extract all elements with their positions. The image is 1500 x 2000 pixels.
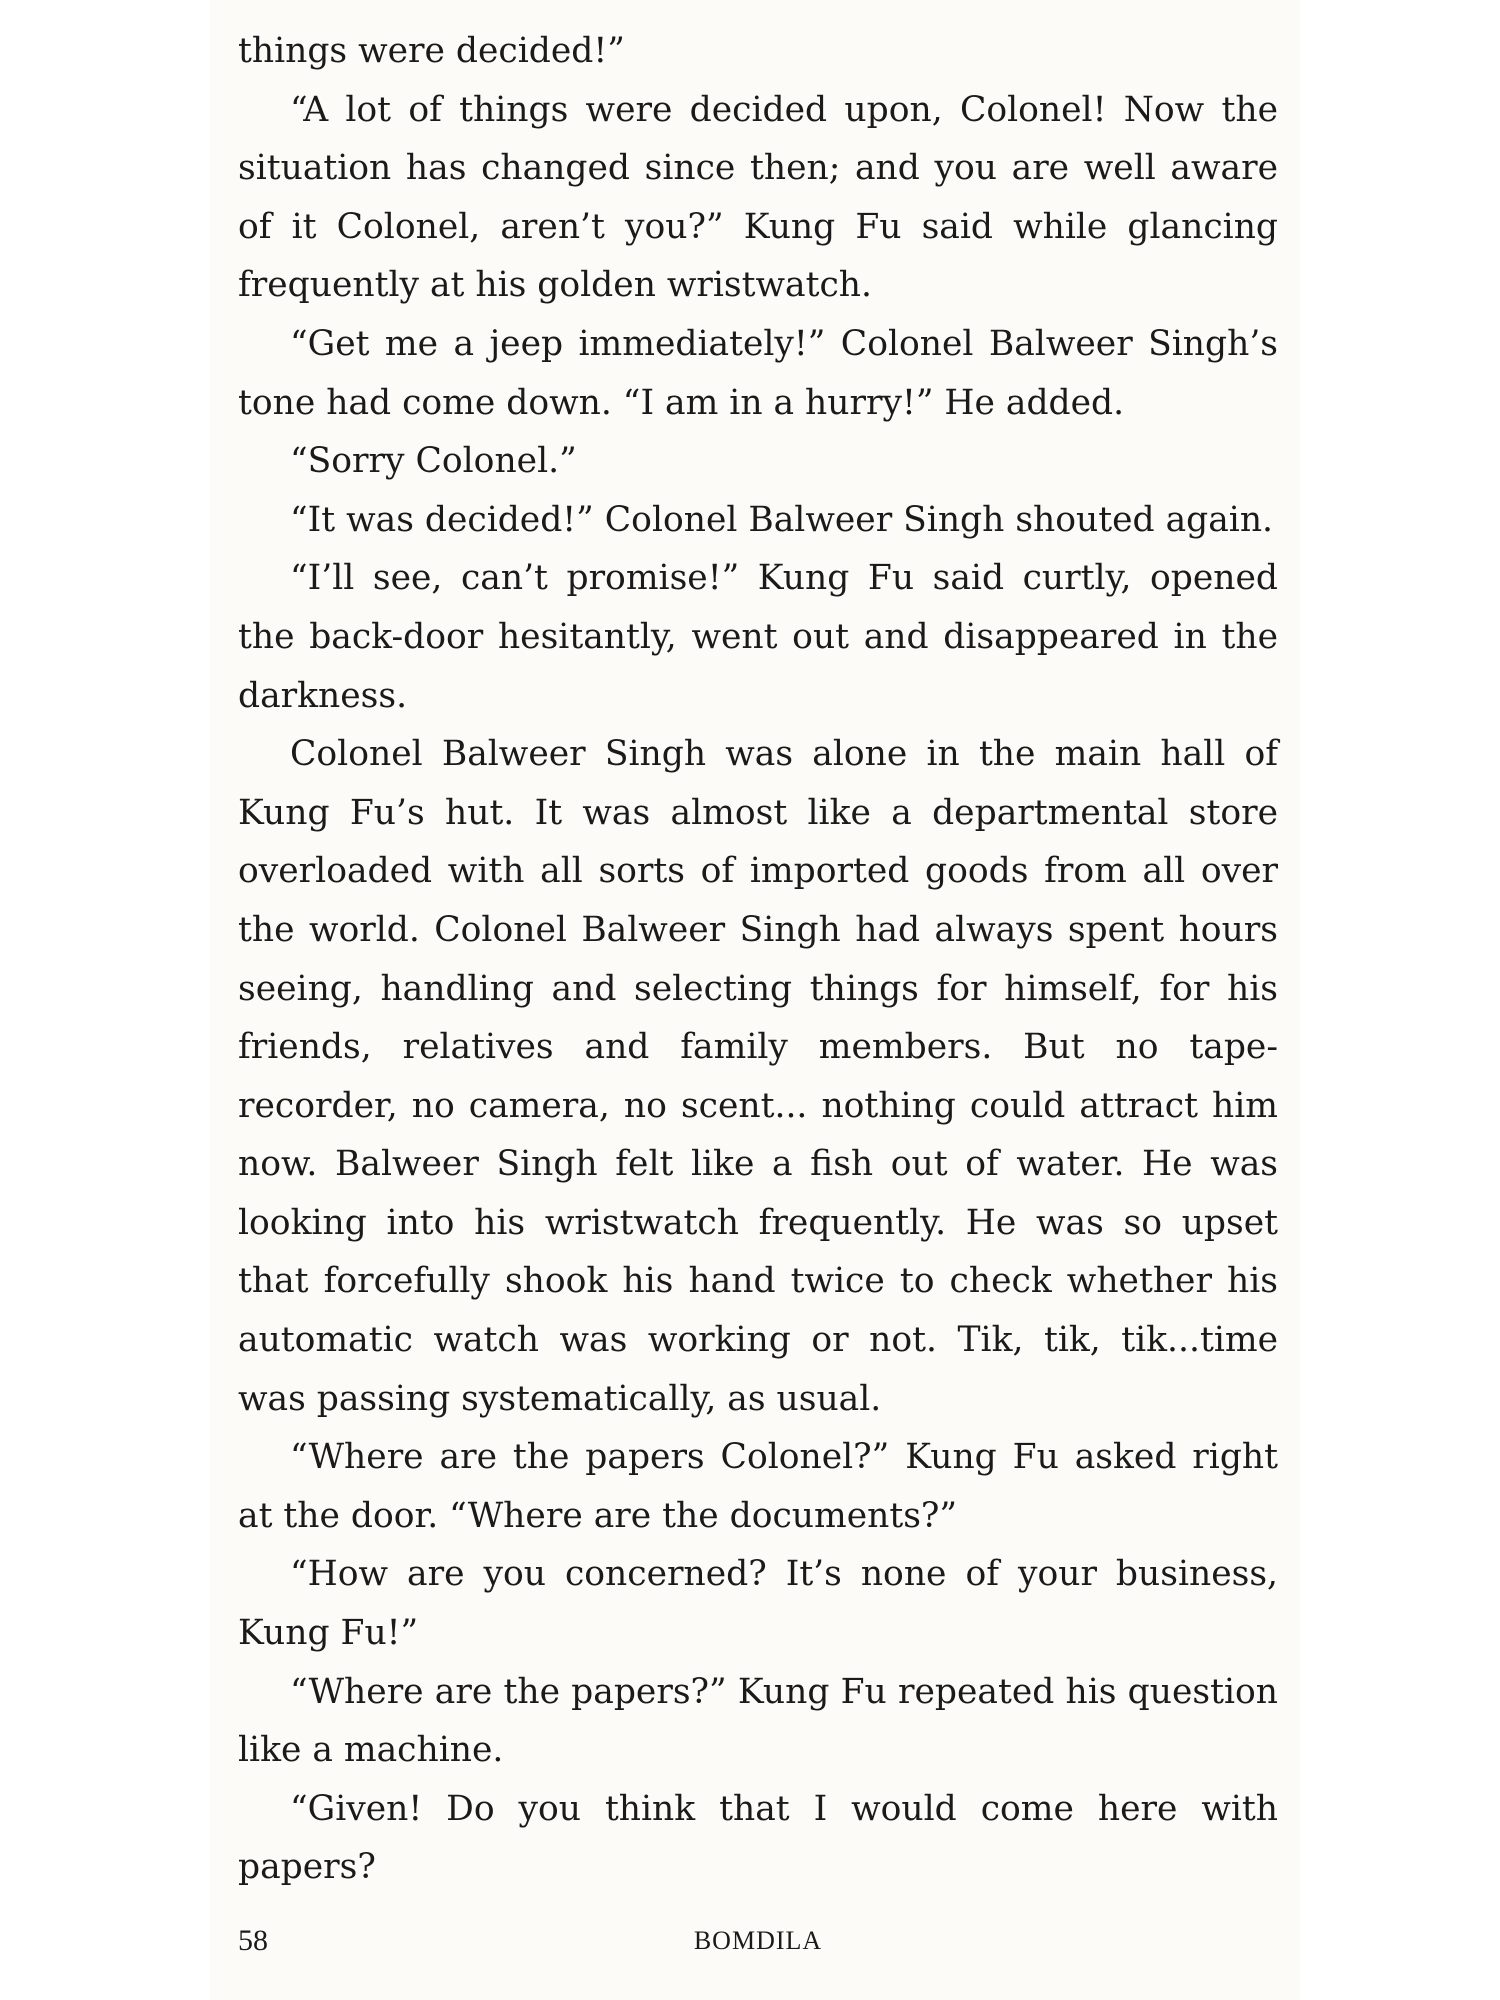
- paragraph: “Sorry Colonel.”: [290, 441, 577, 482]
- paragraph: “A lot of things were decided upon, Colonel! Now the situation has changed since then; and you are well aware of it Colonel, aren’t you?” Kung Fu said while glancing frequently at his golden wristwatch.: [238, 89, 1278, 306]
- paragraph: Colonel Balweer Singh was alone in the main hall of Kung Fu’s hut. It was almost like a departmental store overloaded with all sorts of imported goods from all over the world. Colonel Balweer Singh had always spent hours seeing, handling and selecting things for himself, for his friends, relatives and family members. But no tape-recorder, no camera, no scent... nothing could attract him now. Balweer Singh felt like a fish out of water. He was looking into his wristwatch frequently. He was so upset that forcefully shook his hand twice to check whether his automatic watch was working or not. Tik, tik, tik...time was passing systematically, as usual.: [238, 734, 1278, 1419]
- paragraph: “It was decided!” Colonel Balweer Singh shouted again.: [290, 499, 1274, 540]
- body-text: [238, 22, 1278, 1897]
- book-page: [210, 0, 1300, 2000]
- paragraph: “Where are the papers Colonel?” Kung Fu asked right at the door. “Where are the documents?”: [238, 1437, 1278, 1536]
- paragraph: things were decided!”: [238, 31, 625, 71]
- paragraph: “Given! Do you think that I would come here with papers?: [238, 1788, 1278, 1888]
- page-footer: [238, 1924, 1278, 1964]
- paragraph: “I’ll see, can’t promise!” Kung Fu said curtly, opened the back-door hesitantly, went out and disappeared in the darkness.: [238, 558, 1278, 716]
- page-number: 58: [238, 1924, 268, 1957]
- paragraph: “Get me a jeep immediately!” Colonel Balweer Singh’s tone had come down. “I am in a hurry!” He added.: [238, 323, 1278, 423]
- paragraph: “How are you concerned? It’s none of your business, Kung Fu!”: [238, 1554, 1278, 1654]
- paragraph: “Where are the papers?” Kung Fu repeated his question like a machine.: [238, 1671, 1278, 1771]
- running-title: BOMDILA: [693, 1926, 823, 1955]
